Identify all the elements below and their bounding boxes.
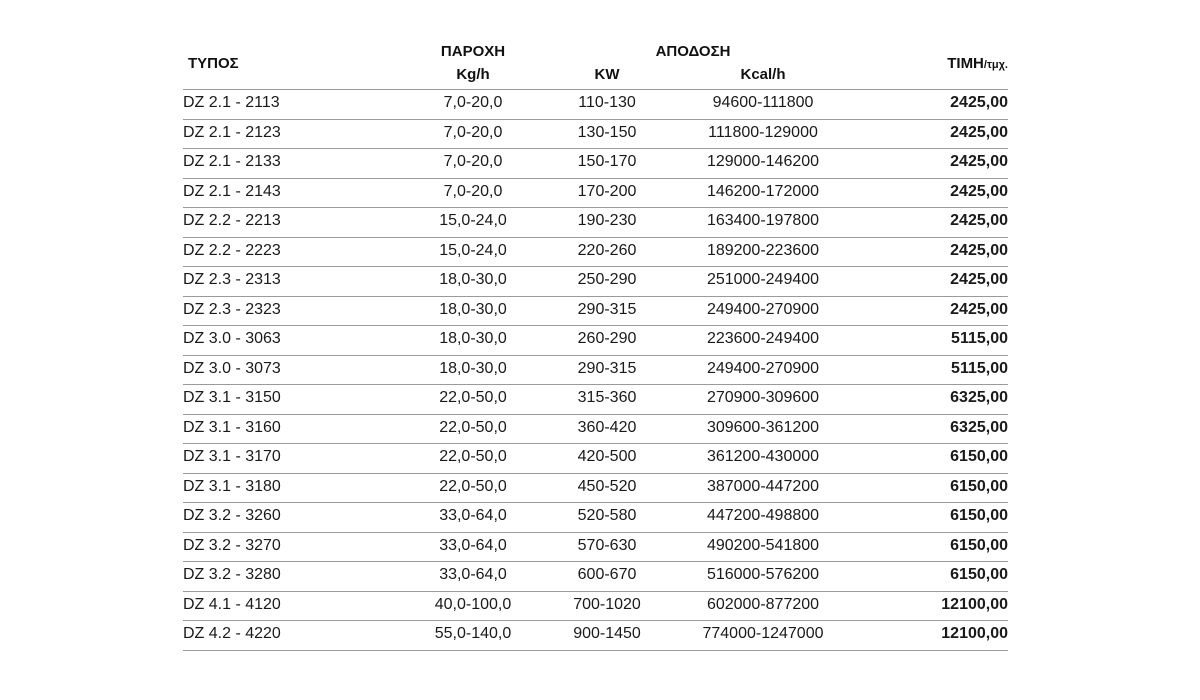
cell-kw: 420-500 (577, 448, 637, 465)
cell-kcal: 223600-249400 (706, 330, 820, 347)
cell-flow: 18,0-30,0 (439, 359, 507, 377)
cell-flow: 15,0-24,0 (439, 241, 507, 259)
table-row (183, 592, 1008, 622)
cell-flow: 7,0-20,0 (443, 94, 503, 111)
cell-type: DZ 3.0 - 3063 (183, 330, 281, 347)
table-row (183, 415, 1008, 445)
cell-type: DZ 3.2 - 3280 (183, 566, 281, 583)
cell-kw: 450-520 (577, 477, 637, 495)
cell-flow: 22,0-50,0 (439, 389, 507, 406)
cell-flow: 7,0-20,0 (443, 153, 503, 170)
header-type: ΤΥΠΟΣ (188, 55, 239, 72)
cell-price: 12100,00 (941, 625, 1008, 642)
cell-kcal: 94600-111800 (712, 94, 814, 111)
cell-type: DZ 4.1 - 4120 (183, 595, 281, 613)
cell-kw: 220-260 (577, 241, 637, 259)
header-kw: KW (594, 66, 620, 83)
cell-flow: 55,0-140,0 (434, 625, 512, 642)
price-table (183, 40, 1008, 651)
cell-type: DZ 3.1 - 3170 (183, 448, 281, 465)
cell-kw: 130-150 (577, 123, 637, 141)
table-row (183, 120, 1008, 150)
cell-type: DZ 2.1 - 2143 (183, 182, 281, 200)
cell-price: 12100,00 (941, 595, 1008, 613)
cell-type: DZ 3.2 - 3270 (183, 536, 281, 554)
cell-price: 6325,00 (950, 389, 1008, 406)
cell-kcal: 490200-541800 (706, 536, 820, 554)
cell-price: 5115,00 (951, 359, 1008, 377)
cell-kcal: 249400-270900 (706, 300, 820, 318)
cell-type: DZ 3.1 - 3160 (183, 418, 281, 436)
cell-type: DZ 2.2 - 2213 (183, 212, 281, 229)
cell-flow: 22,0-50,0 (439, 477, 507, 495)
header-price (947, 55, 1008, 72)
cell-kcal: 602000-877200 (706, 595, 820, 613)
cell-kcal: 774000-1247000 (702, 625, 824, 642)
cell-price: 2425,00 (950, 153, 1008, 170)
cell-kw: 315-360 (577, 389, 637, 406)
cell-kw: 600-670 (577, 566, 637, 583)
table-row (183, 533, 1008, 563)
table-row (183, 356, 1008, 386)
cell-kcal: 163400-197800 (706, 212, 820, 229)
cell-type: DZ 4.2 - 4220 (183, 625, 281, 642)
cell-price: 6150,00 (950, 507, 1008, 524)
cell-kw: 290-315 (577, 300, 637, 318)
cell-flow: 33,0-64,0 (439, 507, 507, 524)
header-price-unit: /τμχ. (983, 59, 1008, 71)
cell-type: DZ 2.1 - 2123 (183, 123, 281, 141)
cell-price: 6325,00 (950, 418, 1008, 436)
cell-kw: 700-1020 (573, 595, 641, 613)
cell-price: 2425,00 (950, 123, 1008, 141)
cell-kcal: 309600-361200 (706, 418, 820, 436)
cell-flow: 18,0-30,0 (439, 300, 507, 318)
cell-type: DZ 3.1 - 3150 (183, 389, 281, 406)
table-row (183, 503, 1008, 533)
cell-flow: 15,0-24,0 (439, 212, 507, 229)
header-flow-unit: Kg/h (456, 66, 490, 83)
cell-kcal: 516000-576200 (706, 566, 820, 583)
cell-flow: 18,0-30,0 (439, 271, 507, 288)
header-flow: ΠΑΡΟΧΗ (440, 43, 506, 60)
cell-type: DZ 2.1 - 2113 (183, 94, 280, 111)
cell-kw: 150-170 (577, 153, 637, 170)
cell-kw: 170-200 (577, 182, 637, 200)
cell-type: DZ 2.3 - 2323 (183, 300, 281, 318)
cell-type: DZ 2.3 - 2313 (183, 271, 281, 288)
table-row (183, 179, 1008, 209)
table-row (183, 238, 1008, 268)
cell-flow: 33,0-64,0 (439, 536, 507, 554)
table-row (183, 474, 1008, 504)
cell-kcal: 361200-430000 (706, 448, 820, 465)
cell-price: 2425,00 (950, 271, 1008, 288)
cell-kcal: 251000-249400 (706, 271, 820, 288)
header-price-label: ΤΙΜΗ (947, 55, 984, 72)
cell-kw: 110-130 (578, 94, 636, 111)
table-row (183, 385, 1008, 415)
cell-kw: 570-630 (577, 536, 637, 554)
table-row (183, 621, 1008, 651)
cell-flow: 7,0-20,0 (443, 182, 503, 200)
cell-flow: 7,0-20,0 (443, 123, 503, 141)
cell-kw: 900-1450 (573, 625, 641, 642)
table-row (183, 208, 1008, 238)
table-row (183, 326, 1008, 356)
cell-type: DZ 2.1 - 2133 (183, 153, 281, 170)
cell-price: 6150,00 (950, 566, 1008, 583)
cell-price: 6150,00 (950, 477, 1008, 495)
table-row (183, 297, 1008, 327)
cell-kcal: 249400-270900 (706, 359, 820, 377)
table-row (183, 149, 1008, 179)
cell-flow: 40,0-100,0 (434, 595, 512, 613)
cell-price: 2425,00 (950, 94, 1008, 111)
table-row (183, 90, 1008, 120)
cell-kcal: 387000-447200 (706, 477, 820, 495)
cell-type: DZ 2.2 - 2223 (183, 241, 281, 259)
cell-kw: 520-580 (577, 507, 637, 524)
cell-kw: 360-420 (577, 418, 637, 436)
cell-price: 6150,00 (950, 536, 1008, 554)
cell-flow: 22,0-50,0 (439, 448, 507, 465)
cell-price: 5115,00 (951, 330, 1008, 347)
cell-kcal: 189200-223600 (706, 241, 820, 259)
table-body (183, 89, 1008, 651)
cell-kcal: 129000-146200 (706, 153, 820, 170)
cell-price: 2425,00 (950, 241, 1008, 259)
cell-price: 2425,00 (950, 182, 1008, 200)
cell-flow: 18,0-30,0 (439, 330, 507, 347)
cell-type: DZ 3.1 - 3180 (183, 477, 281, 495)
cell-kw: 250-290 (577, 271, 637, 288)
cell-kcal: 270900-309600 (706, 389, 820, 406)
table-row (183, 562, 1008, 592)
cell-price: 2425,00 (950, 300, 1008, 318)
cell-price: 6150,00 (950, 448, 1008, 465)
cell-price: 2425,00 (950, 212, 1008, 229)
header-kcal: Kcal/h (740, 66, 786, 83)
cell-kw: 290-315 (577, 359, 637, 377)
header-performance: ΑΠΟΔΟΣΗ (655, 43, 731, 60)
cell-flow: 33,0-64,0 (439, 566, 507, 583)
cell-type: DZ 3.2 - 3260 (183, 507, 281, 524)
cell-flow: 22,0-50,0 (439, 418, 507, 436)
table-row (183, 267, 1008, 297)
cell-kcal: 111800-129000 (708, 123, 818, 141)
table-row (183, 444, 1008, 474)
cell-kw: 190-230 (577, 212, 637, 229)
cell-kw: 260-290 (577, 330, 637, 347)
cell-kcal: 447200-498800 (706, 507, 820, 524)
cell-kcal: 146200-172000 (706, 182, 820, 200)
table-header (183, 40, 1008, 89)
cell-type: DZ 3.0 - 3073 (183, 359, 281, 377)
